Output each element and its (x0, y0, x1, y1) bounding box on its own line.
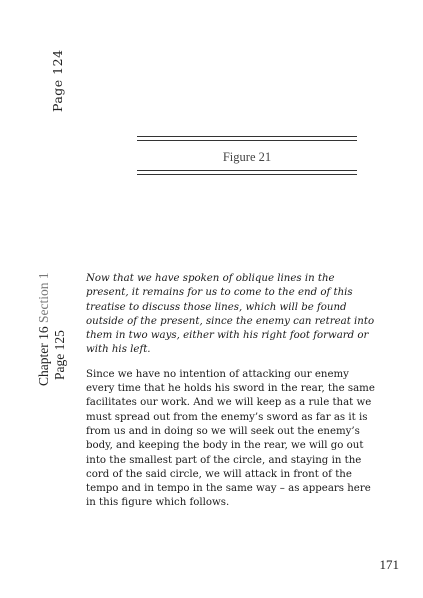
divider (137, 170, 357, 171)
divider (137, 174, 357, 175)
body-text (86, 272, 376, 521)
divider (137, 140, 357, 141)
divider (137, 136, 357, 137)
paragraph-intro: Now that we have spoken of oblique lines in the present, it remains for us to come to the end of this treatise to discuss those lines, which will be found outside of the present, since the enemy can retreat into them in two ways, either with his right foot forward or with his left. (86, 273, 375, 356)
old-page-label: Page 124 (50, 49, 65, 112)
figure-rule-bottom (137, 170, 357, 178)
source-page-label: Page 125 (52, 330, 67, 380)
section-label: Section 1 (36, 272, 51, 323)
page-number: 171 (379, 557, 399, 572)
figure-caption: Figure 21 (222, 150, 272, 164)
figure-rule-top (137, 136, 357, 144)
chapter-label: Chapter 16 (36, 326, 51, 386)
paragraph-main: Since we have no intention of attacking our enemy every time that he holds his sword in the rear, the same facilitates our work. And we will keep as a rule that we must spread out from the enemy’s sword as far as it is from us and in doing so we will seek out the enemy’s body, and keeping the body in the rear, we will go out into the smallest part of the circle, and staying in the cord of the said circle, we will attack in front of the tempo and in tempo in the same way – as appears here in this figure which follows. (86, 368, 375, 509)
